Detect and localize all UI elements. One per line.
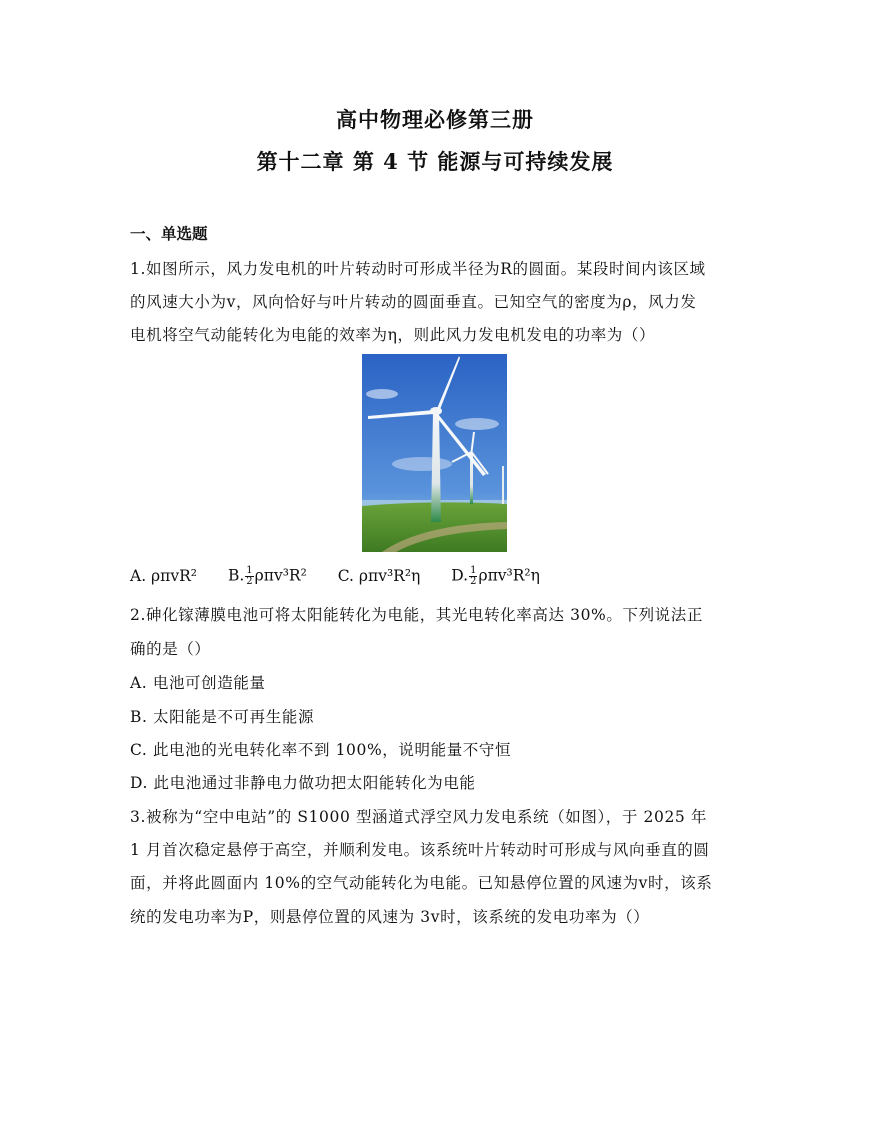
wind-turbine-image [362, 354, 507, 552]
section-heading: 一、单选题 [130, 224, 208, 243]
q1-line-1: 1.如图所示，风力发电机的叶片转动时可形成半径为R的圆面。某段时间内该区域 [130, 260, 706, 278]
q1-options [130, 566, 540, 587]
q2-option-c: C. 此电池的光电转化率不到 100%，说明能量不守恒 [130, 741, 512, 759]
q2-option-a: A. 电池可创造能量 [130, 674, 266, 692]
page-subtitle: 第十二章 第 4 节 能源与可持续发展 [256, 149, 614, 174]
q2-option-d: D. 此电池通过非静电力做功把太阳能转化为电能 [130, 774, 476, 792]
q2-line-1: 2.砷化镓薄膜电池可将太阳能转化为电能，其光电转化率高达 30%。下列说法正 [130, 606, 703, 624]
q1-option-d: D. $\frac{1}{2}$ ρπv³R²η [451, 565, 540, 587]
q2-option-b: B. 太阳能是不可再生能源 [130, 708, 315, 726]
q1-line-3: 电机将空气动能转化为电能的效率为η，则此风力发电机发电的功率为（） [130, 326, 656, 344]
q3-line-2: 1 月首次稳定悬停于高空，并顺利发电。该系统叶片转动时可形成与风向垂直的圆 [130, 841, 710, 859]
page-title: 高中物理必修第三册 [336, 107, 534, 132]
q1-option-a: A. ρπvR² [130, 566, 197, 585]
q1-line-2: 的风速大小为v，风向恰好与叶片转动的圆面垂直。已知空气的密度为ρ，风力发 [130, 293, 697, 311]
q3-line-1: 3.被称为“空中电站”的 S1000 型涵道式浮空风力发电系统（如图），于 2025 年 [130, 808, 708, 826]
q3-line-3: 面，并将此圆面内 10%的空气动能转化为电能。已知悬停位置的风速为v时，该系 [130, 874, 713, 892]
q2-line-2: 确的是（） [130, 640, 211, 658]
q1-option-c: C. ρπv³R²η [337, 566, 421, 585]
q1-option-b: B. $\frac{1}{2}$ ρπv³R² [227, 565, 307, 587]
q3-line-4: 统的发电功率为P，则悬停位置的风速为 3v时，该系统的发电功率为（） [130, 908, 650, 926]
